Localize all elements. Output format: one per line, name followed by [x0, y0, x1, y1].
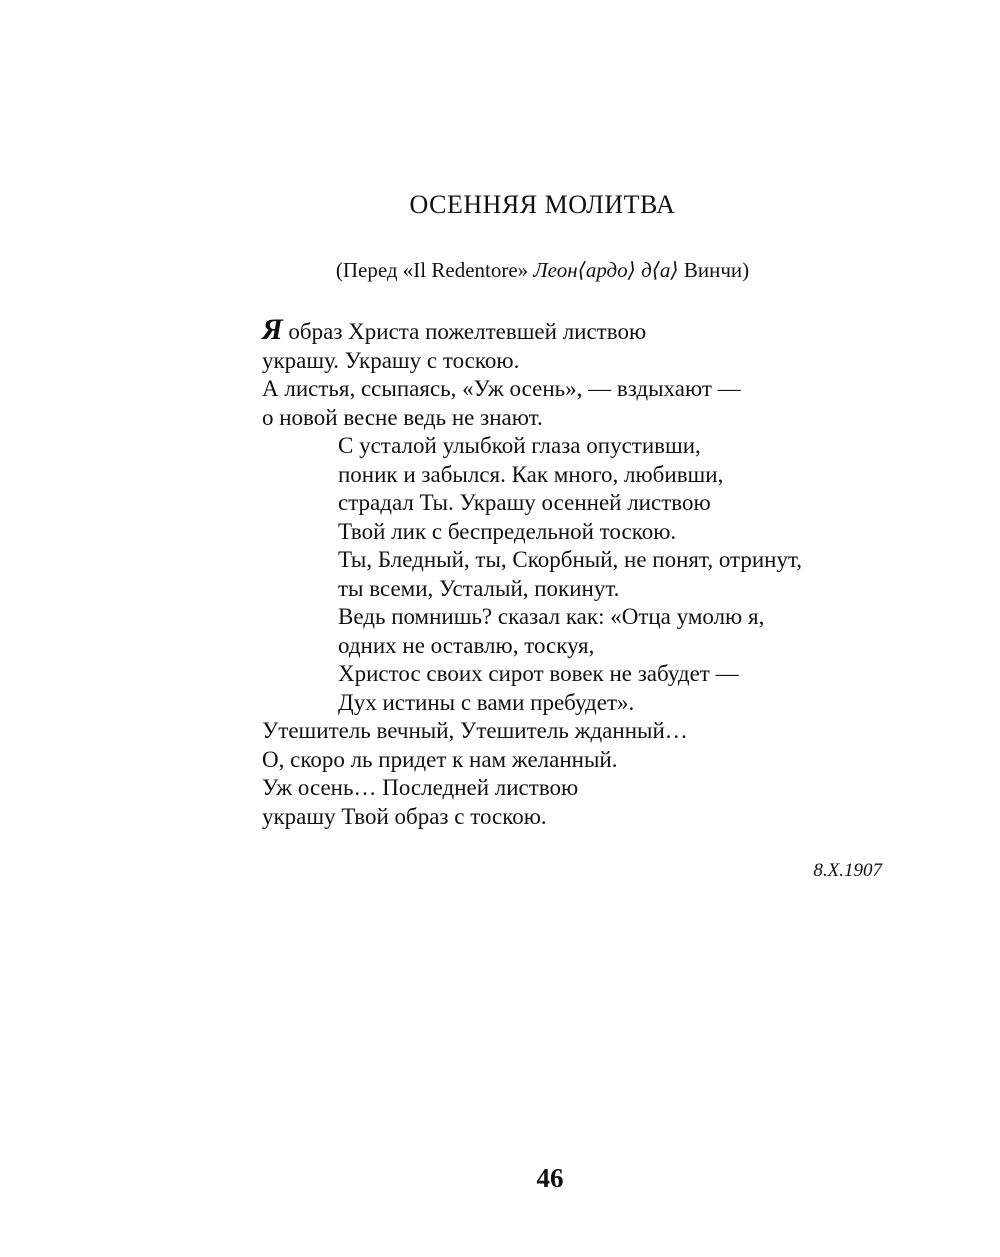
poem-line-8: Твой лик с беспредельной тоскою.	[338, 518, 677, 544]
poem-line-11: Ведь помнишь? сказал как: «Отца умолю я,	[338, 604, 765, 629]
subtitle-part-3: Винчи)	[678, 258, 750, 282]
poem-line-4: о новой весне ведь не знают.	[262, 404, 543, 430]
first-line-text: образ Христа пожелтевшей листвою	[282, 319, 647, 344]
drop-cap: Я	[262, 313, 283, 346]
poem-line-6: поник и забылся. Как много, любивши,	[338, 461, 724, 487]
poem-line-9: Ты, Бледный, ты, Скорбный, не понят, отринут,	[338, 547, 803, 572]
poem-line-18: украшу Твой образ с тоскою.	[262, 803, 547, 829]
poem-body	[262, 313, 902, 831]
subtitle-part-1: (Перед «Il Redentore»	[335, 258, 534, 282]
page-number: 46	[536, 1163, 564, 1193]
poem-line-7: страдал Ты. Украшу осенней листвою	[338, 490, 711, 515]
poem-line-2: украшу. Украшу с тоскою.	[262, 347, 520, 373]
poem-line-3: А листья, ссыпаясь, «Уж осень», — вздыхают —	[262, 376, 741, 401]
poem-line-1	[262, 313, 902, 347]
poem-subtitle	[0, 258, 1000, 283]
poem-line-16: О, скоро ль придет к нам желанный.	[262, 746, 618, 772]
poem-line-17: Уж осень… Последней листвою	[262, 775, 579, 800]
poem-line-15: Утешитель вечный, Утешитель жданный…	[262, 718, 688, 743]
poem-line-14: Дух истины с вами пребудет».	[338, 689, 635, 715]
subtitle-part-2: Леон⟨ардо⟩ д⟨а⟩	[533, 258, 679, 282]
poem-line-12: одних не оставлю, тоскуя,	[338, 632, 595, 658]
poem-line-5: С усталой улыбкой глаза опустивши,	[338, 433, 701, 458]
poem-date: 8.X.1907	[813, 860, 882, 881]
poem-line-10: ты всеми, Усталый, покинут.	[338, 575, 620, 601]
poem-line-13: Христос своих сирот вовек не забудет —	[338, 661, 739, 686]
poem-lines	[262, 347, 902, 832]
poem-title: ОСЕННЯЯ МОЛИТВА	[409, 190, 676, 219]
